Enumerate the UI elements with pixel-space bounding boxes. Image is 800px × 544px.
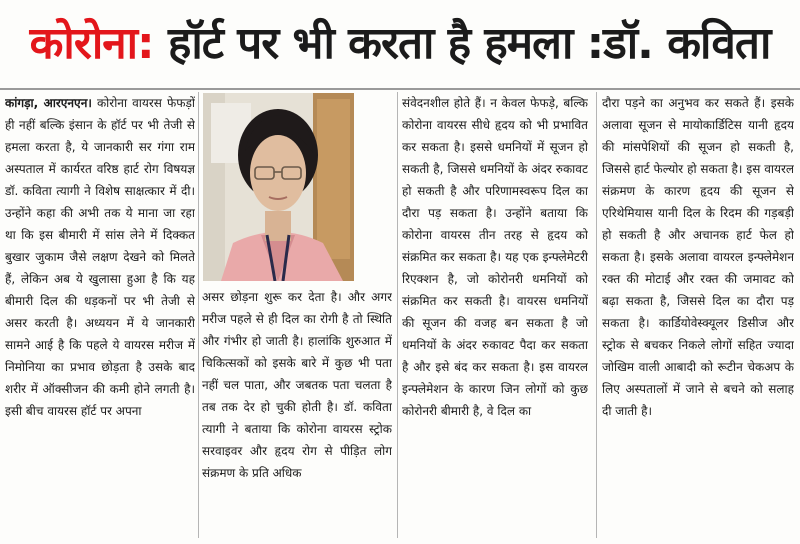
article-column-4 [602,92,794,540]
headline [0,0,800,88]
column-divider [596,92,597,538]
headline-text: हॉर्ट पर भी करता है हमला :डॉ. कविता [153,18,771,69]
column-4-text: दौरा पड़ने का अनुभव कर सकते हैं। इसके अलावा सूजन से मायोकार्डिटिस यानी हृदय की मांसपेशियों की सूजन हो सकती है, जिससे हार्ट फेल्योर हो सकता है। इस वायरल संक्रमण के कारण हृदय की सूजन से एरिथेमियास यानी दिल के रिदम की गड़बड़ी हो सकती है और अचानक हार्ट फेल हो सकता है। इसके अलावा वायरल इन्फ्लेमेशन रक्त की मोटाई और रक्त की जमावट को बढ़ा सकता है, जिससे दिल का दौरा पड़ सकता है। कार्डियोवेस्क्यूलर डिसीज और स्ट्रोक से बचकर निकले लोगों सहित ज्यादा जोखिम वाली आबादी को रूटीन चेकअप के लिए अस्पतालों में जाने से बचने को सलाह दी जाती है। [602,96,794,418]
portrait-image [203,93,354,281]
column-divider [397,92,398,538]
column-1-text: कोरोना वायरस फेफड़ों ही नहीं बल्कि इंसान के हॉर्ट पर भी तेजी से हमला करता है, ये जानकारी सर गंगा राम अस्पताल में कार्यरत वरिष्ठ हार्ट रोग विषयज्ञ डॉ. कविता त्यागी ने विशेष साक्षत्कार में दी। उन्होंने कहा की अभी तक ये माना जा रहा था कि इस बीमारी में सांस लेने में दिक्कत बुखार जुकाम जैसे लक्षण देखने को मिलते हैं, लेकिन अब ये खुलासा हुआ है कि यह बीमारी दिल की धड़कनों पर भी तेजी से असर करती है। अध्ययन में ये जानकारी सामने आई है कि पहले ये वायरस मरीज में निमोनिया का प्रभाव छोड़ता है उसके बाद शरीर में ऑक्सीजन की कमी होने लगती है।इसी बीच वायरस हॉर्ट पर अपना [5,96,195,418]
column-2-text: असर छोड़ना शुरू कर देता है। और अगर मरीज पहले से ही दिल का रोगी है तो स्थिति और गंभीर हो जाती है। हालांकि शुरुआत में चिकित्सकों को इसके बारे में कुछ भी पता नहीं चल पाता, और जबतक पता चलता है तब तक देर हो चुकी होती है। डॉ. कविता त्यागी ने बताया कि कोरोना वायरस स्ट्रोक सरवाइवर और हृदय रोग से पीड़ित लोग संक्रमण के प्रति अधिक [202,290,392,480]
article-column-1 [5,92,195,540]
article-column-2 [202,286,392,540]
column-3-text: संवेदनशील होते हैं। न केवल फेफड़े, बल्कि कोरोना वायरस सीधे हृदय को भी प्रभावित कर सकता है। इससे धमनियों में सूजन हो सकती है, जिससे धमनियों के अंदर रुकावट हो सकती है और परिणामस्वरूप दिल का दौरा पड़ सकता है। उन्होंने बताया कि कोरोना वायरस तीन तरह से हृदय को संक्रमित कर सकता है। यह एक इन्फ्लेमेटरी रिएक्शन है, जो कोरोनरी धमनियों को संक्रमित कर सकती है। वायरस धमनियों की सूजन की वजह बन सकता है जो धमनियों के अंदर रुकावट पैदा कर सकता है और इसे बंद कर सकता है। इस वायरल इन्फ्लेमेशन के कारण जिन लोगों को कुछ कोरोनरी बीमारी है, वे दिल का [402,96,588,418]
dateline: कांगड़ा, आरएनएन। [5,96,92,110]
headline-divider [0,88,800,90]
portrait-photo [203,93,354,281]
article-column-3 [402,92,588,540]
column-divider [198,92,199,538]
headline-keyword: कोरोना: [29,18,154,69]
